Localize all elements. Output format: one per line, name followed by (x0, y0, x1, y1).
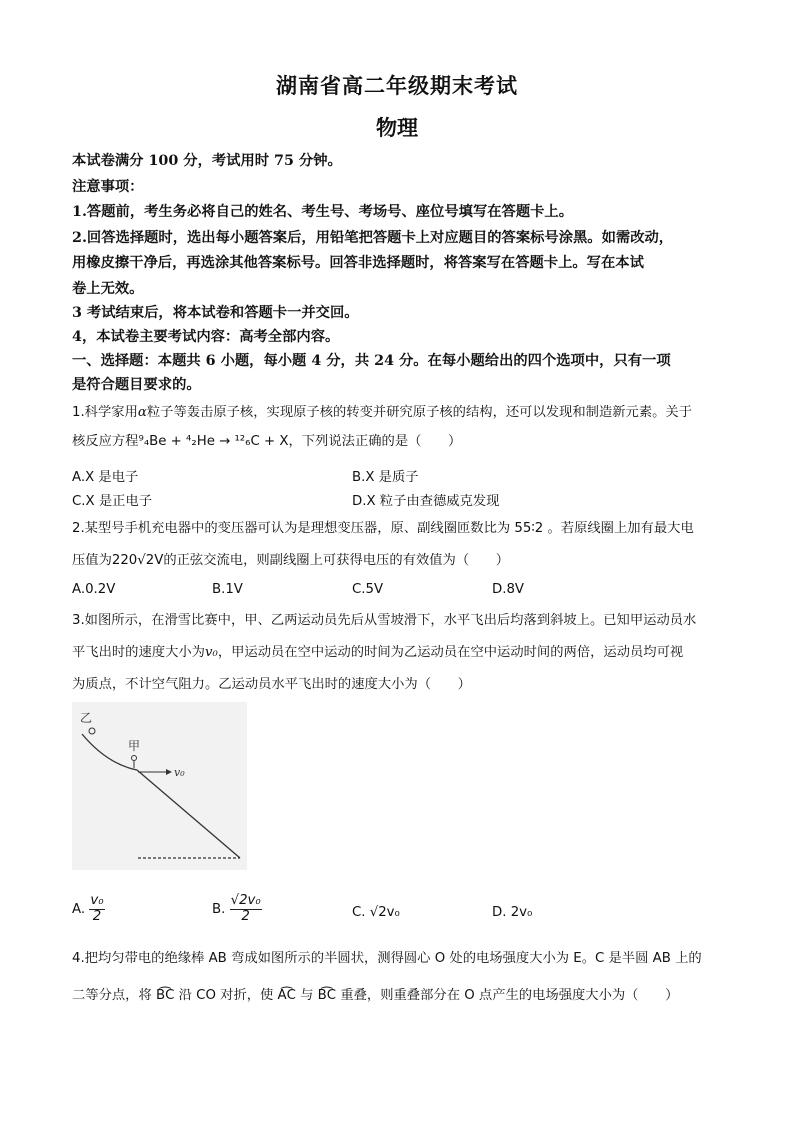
q3-option-b (212, 894, 262, 924)
notice-2c: 卷上无效。 (72, 281, 144, 297)
q4-line2: 二等分点，将 B͡C 沿 CO 对折，使 A͡C 与 B͡C 重叠，则重叠部分在 O 点产生的电场强度大小为（ ） (72, 988, 679, 1003)
q3-b-den: 2 (241, 908, 250, 924)
q2-text-b: 的正弦交流电，则副线圈上可获得电压的有效值为（ ） (163, 553, 510, 568)
section-heading-b: 是符合题目要求的。 (72, 377, 201, 393)
q2-option-c: C.5V (352, 582, 384, 597)
q3-a-den: 2 (92, 908, 102, 924)
section-heading-a: 一、选择题：本题共 6 小题，每小题 4 分，共 24 分。在每小题给出的四个选项中，只有一项 (72, 353, 671, 369)
q4-line1: 4.把均匀带电的绝缘棒 AB 弯成如图所示的半圆状，测得圆心 O 处的电场强度大小为 E。C 是半圆 AB 上的 (72, 951, 702, 966)
q2-line2 (72, 549, 509, 568)
alpha-symbol: α (137, 405, 147, 420)
ski-slope-diagram (72, 702, 247, 870)
q2-option-b: B.1V (212, 582, 243, 597)
q2-line1: 2.某型号手机充电器中的变压器可认为是理想变压器，原、副线圈匝数比为 55∶2 。若原线圈上加有最大电 (72, 521, 694, 536)
q2-option-d: D.8V (492, 582, 525, 597)
q2-option-a: A.0.2V (72, 582, 116, 597)
exam-info: 本试卷满分 100 分，考试用时 75 分钟。 (72, 153, 342, 169)
q1-text-b: 粒子等轰击原子核，实现原子核的转变并研究原子核的结构，还可以发现和制造新元素。关于 (146, 405, 693, 420)
label-yi: 乙 (80, 711, 93, 725)
exam-title: 湖南省高二年级期末考试 (276, 73, 518, 98)
notice-2a: 2.回答选择题时，选出每小题答案后，用铅笔把答题卡上对应题目的答案标号涂黑。如需改动， (72, 230, 674, 246)
q1-option-d: D.X 粒子由查德威克发现 (352, 494, 500, 509)
notice-4: 4，本试卷主要考试内容：高考全部内容。 (72, 329, 340, 345)
incline-line (137, 770, 240, 858)
max-voltage: 220√2V (111, 553, 164, 568)
q3-line1: 3.如图所示，在滑雪比赛中，甲、乙两运动员先后从雪坡滑下，水平飞出后均落到斜坡上。已知甲运动员水 (72, 613, 697, 628)
q1-text-d: ，下列说法正确的是（ ） (288, 434, 462, 449)
q3-b-fraction (230, 894, 262, 924)
arrow-head-icon (166, 769, 172, 775)
q1-option-b: B.X 是质子 (352, 470, 419, 485)
notice-3: 3 考试结束后，将本试卷和答题卡一并交回。 (72, 305, 359, 321)
q3-a-label: A. (72, 902, 86, 918)
label-jia: 甲 (128, 739, 141, 753)
q1-line2 (72, 430, 461, 449)
skier-jia (132, 756, 137, 761)
q3-option-a (72, 894, 105, 924)
q1-option-a: A.X 是电子 (72, 470, 139, 485)
nuclear-equation: ⁹₄Be + ⁴₂He → ¹²₆C + X (138, 434, 289, 449)
q3-option-d: D. 2v₀ (492, 905, 533, 920)
label-v0: v₀ (174, 766, 185, 779)
subject-title: 物理 (376, 115, 418, 140)
skier-yi (89, 728, 95, 734)
q1-text-a: 1.科学家用 (72, 405, 138, 420)
q3-text-a: 平飞出时的速度大小为 (72, 645, 205, 660)
v0-symbol: v₀ (204, 645, 218, 660)
notice-1: 1.答题前，考生务必将自己的姓名、考生号、考场号、座位号填写在答题卡上。 (72, 204, 574, 220)
q3-line3: 为质点，不计空气阻力。乙运动员水平飞出时的速度大小为（ ） (72, 677, 471, 692)
q3-line2 (72, 641, 683, 660)
q3-a-num: v₀ (90, 893, 104, 908)
notice-heading: 注意事项： (72, 179, 144, 195)
ski-slope-figure (72, 702, 247, 870)
q3-b-label: B. (212, 902, 226, 918)
notice-2b: 用橡皮擦干净后，再选涂其他答案标号。回答非选择题时，将答案写在答题卡上。写在本试 (72, 255, 644, 271)
q3-b-num: √2v₀ (230, 893, 261, 908)
q1-text-c: 核反应方程 (72, 434, 139, 449)
q1-line1 (72, 401, 692, 420)
q2-text-a: 压值为 (72, 553, 112, 568)
q3-option-c: C. √2v₀ (352, 905, 400, 920)
q3-a-fraction (89, 894, 104, 924)
q3-text-b: ，甲运动员在空中运动的时间为乙运动员在空中运动时间的两倍，运动员均可视 (217, 645, 684, 660)
q1-option-c: C.X 是正电子 (72, 494, 153, 509)
